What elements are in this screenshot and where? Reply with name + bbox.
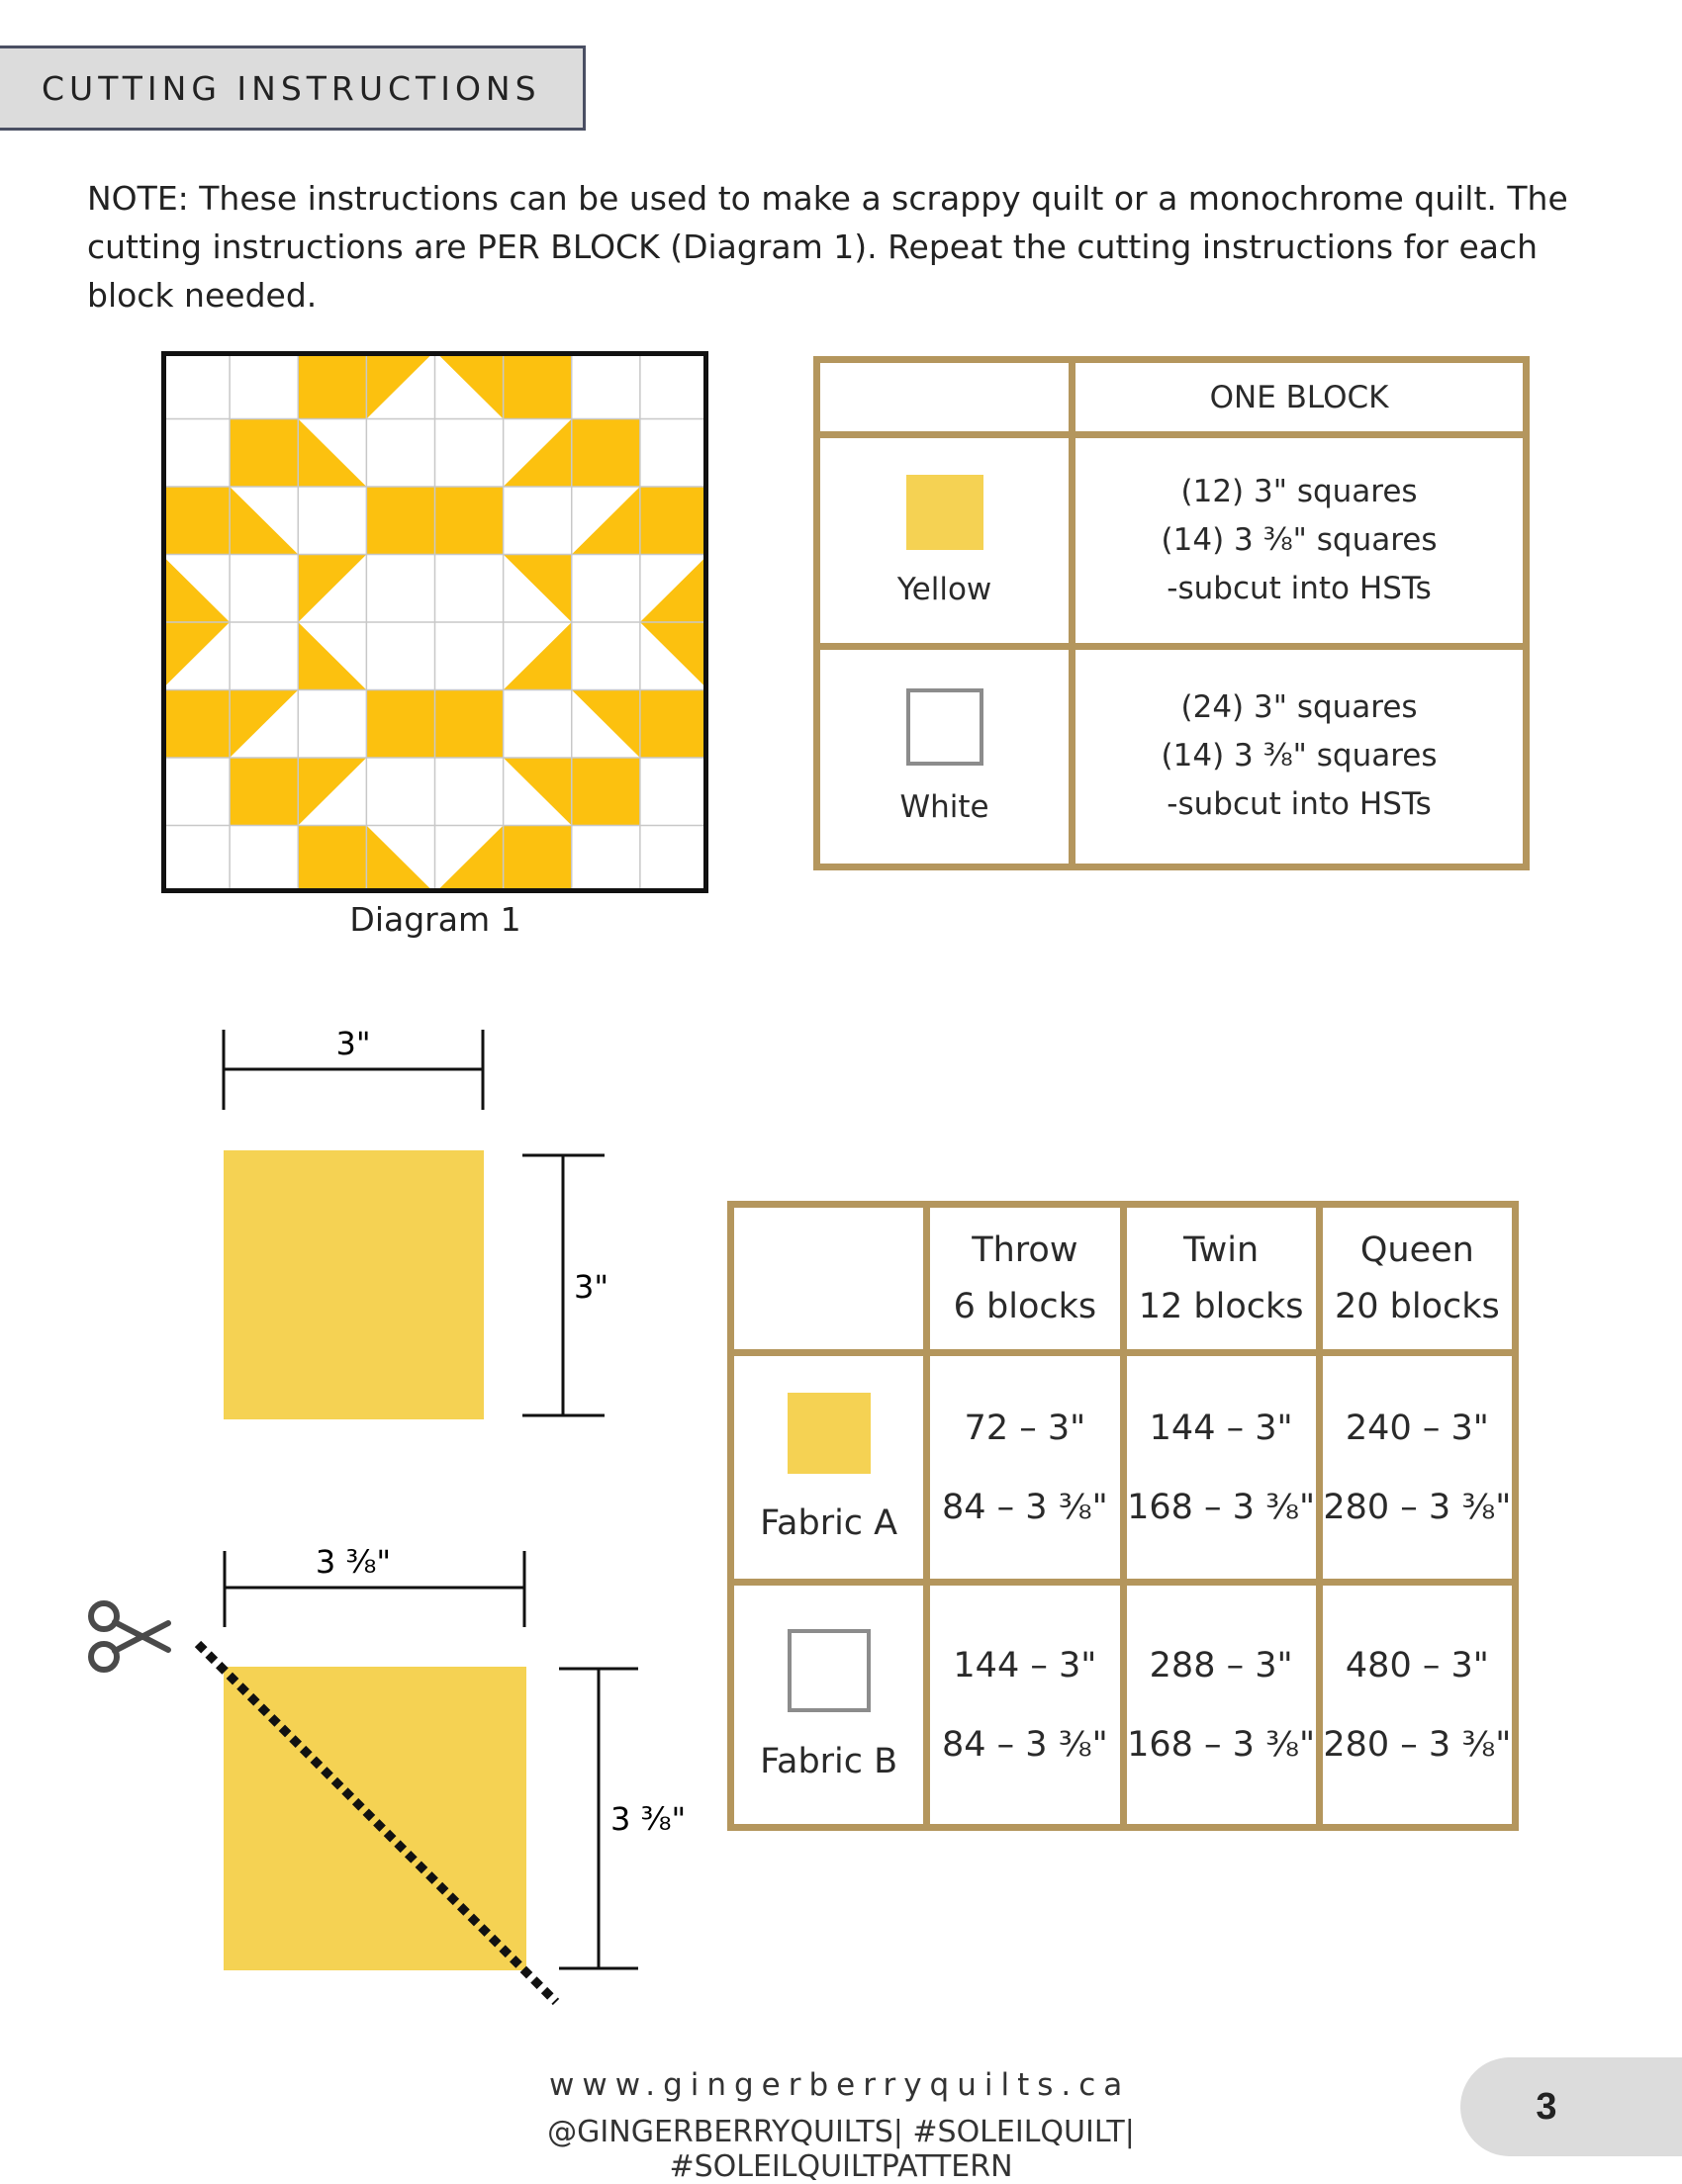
quilt-patch — [366, 690, 434, 759]
quilt-patch — [504, 555, 572, 623]
square-height-label: 3" — [574, 1268, 609, 1306]
quilt-patch — [230, 758, 298, 826]
yellow-swatch — [906, 475, 983, 550]
fabric-label-cell — [817, 646, 1073, 866]
square-3-3-8in — [224, 1667, 526, 1970]
quilt-patch — [572, 690, 640, 759]
quilt-patch — [161, 690, 230, 759]
column-header: ONE BLOCK — [1073, 360, 1527, 435]
quilt-patch — [640, 690, 708, 759]
cut-count: 84 – 3 ⅜" — [942, 1487, 1108, 1527]
quilt-patch — [504, 758, 572, 826]
quilt-patch — [640, 622, 708, 690]
table-header-row — [817, 360, 1527, 435]
cut-count: 144 – 3" — [1149, 1408, 1293, 1448]
scissors-icon — [91, 1603, 168, 1670]
quilt-patch — [435, 487, 504, 555]
table-header-row — [731, 1205, 1516, 1353]
yellow-swatch — [788, 1393, 871, 1474]
size-name: Throw — [972, 1229, 1078, 1270]
dimension-diagrams — [0, 989, 712, 2038]
fabric-label-cell — [731, 1353, 927, 1583]
quilt-patch — [504, 826, 572, 894]
size-header-twin — [1123, 1205, 1319, 1353]
section-header — [0, 46, 586, 131]
cut-count: 168 – 3 ⅜" — [1127, 1724, 1316, 1765]
quilt-patch — [640, 555, 708, 623]
fabric-label: White — [899, 788, 989, 825]
block-cutting-table — [813, 356, 1530, 870]
cut-line: -subcut into HSTs — [1167, 786, 1432, 823]
quilt-patch — [298, 826, 366, 894]
cut-cell — [1319, 1583, 1515, 1828]
quilt-patch — [572, 758, 640, 826]
cut-cell — [1123, 1583, 1319, 1828]
table-row — [817, 646, 1527, 866]
size-blocks: 6 blocks — [953, 1286, 1097, 1326]
quilt-patch — [298, 351, 366, 419]
section-title: CUTTING INSTRUCTIONS — [42, 68, 541, 108]
quilt-patch — [161, 487, 230, 555]
cut-count: 288 – 3" — [1149, 1645, 1293, 1685]
fabric-label-cell — [817, 435, 1073, 646]
cut-cell — [927, 1353, 1123, 1583]
quilt-patch — [298, 758, 366, 826]
size-name: Queen — [1359, 1229, 1474, 1270]
table-row — [731, 1353, 1516, 1583]
table-row — [731, 1583, 1516, 1828]
fabric-label-cell — [731, 1583, 927, 1828]
table-row — [817, 435, 1527, 646]
cut-count: 84 – 3 ⅜" — [942, 1724, 1108, 1765]
cut-line: (24) 3" squares — [1180, 689, 1418, 726]
hst-height-label: 3 ⅜" — [610, 1800, 687, 1838]
quilt-patch — [435, 351, 504, 419]
cut-cell — [927, 1583, 1123, 1828]
cut-count: 280 – 3 ⅜" — [1323, 1724, 1512, 1765]
cut-count: 72 – 3" — [964, 1408, 1086, 1448]
cut-count: 240 – 3" — [1345, 1408, 1489, 1448]
quilt-patch — [230, 487, 298, 555]
quilt-patch — [298, 419, 366, 488]
fabric-label: Fabric A — [760, 1502, 898, 1543]
quilt-patch — [504, 419, 572, 488]
size-blocks: 12 blocks — [1138, 1286, 1304, 1326]
quilt-patch — [298, 622, 366, 690]
white-swatch — [906, 688, 983, 766]
white-swatch — [788, 1629, 871, 1712]
cut-count: 168 – 3 ⅜" — [1127, 1487, 1316, 1527]
quilt-patch — [435, 826, 504, 894]
page-number: 3 — [1536, 2085, 1557, 2128]
quilt-patch — [366, 487, 434, 555]
square-width-label: 3" — [335, 1025, 371, 1062]
quilt-patch — [298, 555, 366, 623]
cut-count: 480 – 3" — [1345, 1645, 1489, 1685]
quilt-patch — [572, 419, 640, 488]
quilt-block-diagram — [161, 351, 708, 893]
quilt-patch — [230, 419, 298, 488]
quilt-patch — [366, 826, 434, 894]
footer-url: www.gingerberryquilts.ca — [549, 2067, 1131, 2103]
cut-count: 280 – 3 ⅜" — [1323, 1487, 1512, 1527]
size-header-queen — [1319, 1205, 1515, 1353]
quilt-patch — [161, 555, 230, 623]
note-text: NOTE: These instructions can be used to make a scrappy quilt or a monochrome quilt. The cutting instructions are PER BLOCK (Diagram 1). Repeat the cutting instructions for each block needed. — [87, 179, 1568, 315]
hst-width-label: 3 ⅜" — [315, 1543, 392, 1581]
size-header-throw — [927, 1205, 1123, 1353]
size-name: Twin — [1183, 1229, 1260, 1270]
quilt-patch — [504, 622, 572, 690]
cut-cell — [1319, 1353, 1515, 1583]
quilt-patch — [161, 622, 230, 690]
cut-line: (12) 3" squares — [1180, 474, 1418, 510]
empty-header-cell — [731, 1205, 927, 1353]
size-blocks: 20 blocks — [1334, 1286, 1500, 1326]
quilt-patch — [435, 690, 504, 759]
footer-tags: @GINGERBERRYQUILTS| #SOLEILQUILT| #SOLEILQUILTPATTERN — [547, 2115, 1135, 2184]
quilt-patch — [230, 690, 298, 759]
quilt-patch — [572, 487, 640, 555]
cut-line: -subcut into HSTs — [1167, 571, 1432, 607]
fabric-label: Fabric B — [760, 1741, 898, 1781]
quilt-patch — [640, 487, 708, 555]
cutting-cell — [1073, 646, 1527, 866]
empty-header-cell — [817, 360, 1073, 435]
square-3in — [224, 1150, 484, 1419]
cut-line: (14) 3 ⅜" squares — [1161, 522, 1438, 559]
diagram-caption: Diagram 1 — [349, 900, 521, 939]
cut-cell — [1123, 1353, 1319, 1583]
quilt-size-table — [727, 1201, 1519, 1831]
cut-line: (14) 3 ⅜" squares — [1161, 738, 1438, 774]
page-number-tab — [1460, 2057, 1682, 2156]
quilt-patch — [366, 351, 434, 419]
fabric-label: Yellow — [896, 571, 992, 607]
cut-count: 144 – 3" — [953, 1645, 1097, 1685]
cutting-cell — [1073, 435, 1527, 646]
quilt-patch — [504, 351, 572, 419]
